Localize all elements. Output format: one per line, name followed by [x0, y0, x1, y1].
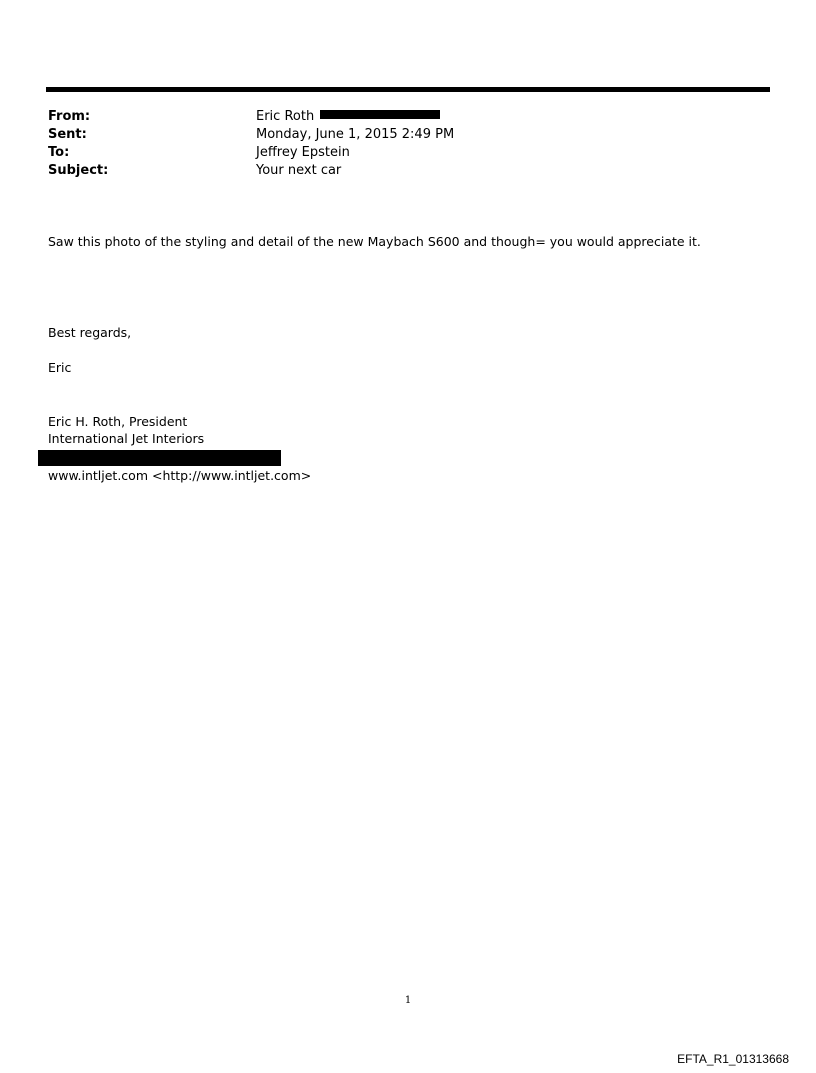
sender-name: Eric Roth [256, 109, 315, 124]
header-divider [46, 87, 770, 92]
header-sent-row [48, 126, 748, 144]
header-subject-row [48, 162, 748, 180]
header-to-row [48, 144, 748, 162]
sent-label: Sent: [48, 127, 87, 142]
subject-value: Your next car [256, 163, 342, 178]
sent-value: Monday, June 1, 2015 2:49 PM [256, 127, 455, 142]
message-body: Saw this photo of the styling and detail of the new Maybach S600 and though= you would appreciate it. [48, 234, 701, 249]
redacted-email [320, 110, 440, 119]
header-from-row [48, 108, 748, 126]
from-label: From: [48, 109, 91, 124]
signature-name-title: Eric H. Roth, President [48, 414, 188, 429]
from-value [256, 108, 440, 126]
to-value: Jeffrey Epstein [256, 145, 350, 160]
closing-text: Best regards, [48, 325, 132, 340]
page-number: 1 [404, 995, 412, 1006]
signature-company: International Jet Interiors [48, 431, 205, 446]
redacted-contact-block [38, 450, 281, 466]
sender-first-name: Eric [48, 360, 72, 375]
to-label: To: [48, 145, 70, 160]
document-id: EFTA_R1_01313668 [677, 1052, 789, 1066]
subject-label: Subject: [48, 163, 109, 178]
signature-website: www.intljet.com <http://www.intljet.com> [48, 468, 312, 483]
